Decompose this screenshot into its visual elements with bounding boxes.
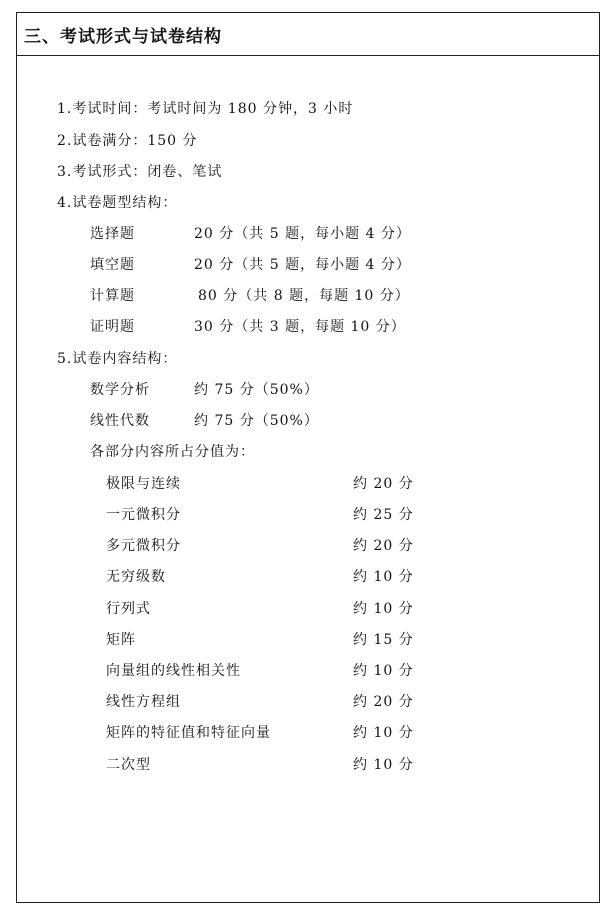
question-type-name: 选择题 — [90, 226, 135, 242]
topic-score: 约 10 分 — [353, 663, 414, 679]
topic-name: 多元微积分 — [106, 538, 181, 554]
topic-name: 二次型 — [106, 757, 151, 773]
topic-score: 约 10 分 — [353, 757, 414, 773]
content-part-detail: 约 75 分（50%） — [194, 413, 319, 429]
topic-name: 行列式 — [106, 601, 151, 617]
topic-name: 向量组的线性相关性 — [106, 663, 241, 679]
exam-time-line: 1.考试时间：考试时间为 180 分钟，3 小时 — [57, 101, 354, 117]
topic-name: 一元微积分 — [106, 507, 181, 523]
question-type-name: 证明题 — [90, 319, 135, 335]
topic-name: 极限与连续 — [106, 476, 181, 492]
exam-form-line: 3.考试形式：闭卷、笔试 — [57, 164, 223, 180]
topic-score: 约 20 分 — [353, 694, 414, 710]
full-score-line: 2.试卷满分：150 分 — [57, 133, 198, 149]
document-frame — [16, 12, 600, 903]
topic-score: 约 10 分 — [353, 601, 414, 617]
question-type-name: 填空题 — [90, 257, 135, 273]
question-structure-title: 4.试卷题型结构： — [57, 195, 178, 211]
topic-score: 约 10 分 — [353, 569, 414, 585]
section-content — [17, 56, 599, 902]
topic-name: 无穷级数 — [106, 569, 166, 585]
content-structure-title: 5.试卷内容结构： — [57, 351, 178, 367]
score-breakdown-title: 各部分内容所占分值为： — [90, 444, 255, 460]
topic-name: 线性方程组 — [106, 694, 181, 710]
topic-score: 约 15 分 — [353, 632, 414, 648]
question-type-detail: 80 分（共 8 题，每题 10 分） — [198, 288, 410, 304]
topic-name: 矩阵 — [106, 632, 136, 648]
topic-score: 约 25 分 — [353, 507, 414, 523]
question-type-detail: 30 分（共 3 题，每题 10 分） — [194, 319, 406, 335]
section-header — [17, 13, 599, 56]
content-part-name: 线性代数 — [90, 413, 150, 429]
content-part-detail: 约 75 分（50%） — [194, 382, 319, 398]
question-type-detail: 20 分（共 5 题，每小题 4 分） — [194, 226, 411, 242]
question-type-name: 计算题 — [90, 288, 135, 304]
topic-name: 矩阵的特征值和特征向量 — [106, 725, 271, 741]
section-title: 三、考试形式与试卷结构 — [24, 26, 222, 47]
topic-score: 约 10 分 — [353, 725, 414, 741]
topic-score: 约 20 分 — [353, 538, 414, 554]
topic-score: 约 20 分 — [353, 476, 414, 492]
question-type-detail: 20 分（共 5 题，每小题 4 分） — [194, 257, 411, 273]
content-part-name: 数学分析 — [90, 382, 150, 398]
